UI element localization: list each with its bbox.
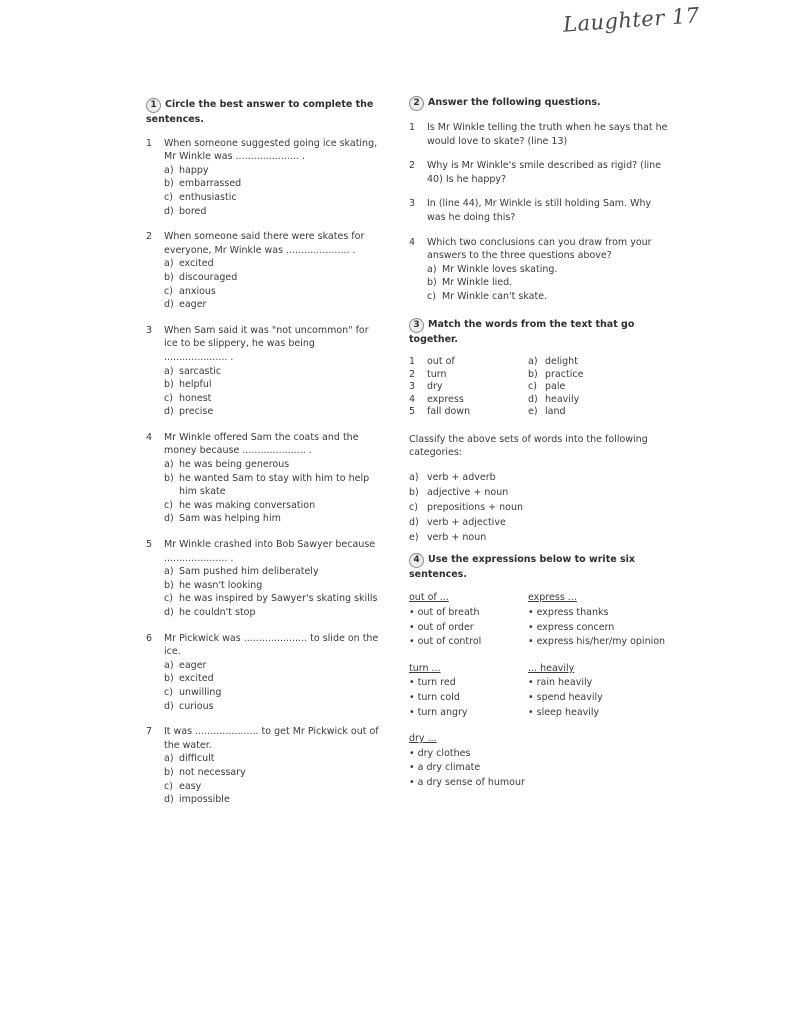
match-letter: e): [528, 406, 538, 418]
category-item: [409, 485, 669, 500]
match-number: 3: [409, 381, 416, 393]
answer-options: [164, 458, 381, 526]
match-row: [409, 381, 669, 394]
answer-option: [164, 700, 381, 714]
option-letter: c): [164, 499, 173, 511]
answer-option: [164, 565, 381, 579]
question-item: [409, 236, 669, 304]
question-row: [409, 236, 669, 263]
answer-option: [164, 659, 381, 673]
match-word: dry: [427, 381, 443, 393]
option-text: he couldn't stop: [179, 607, 256, 618]
question-text: Mr Winkle crashed into Bob Sawyer because ..................... .: [164, 539, 376, 564]
section-number-badge: 3: [409, 318, 424, 333]
category-letter: d): [409, 516, 419, 528]
answer-option: [427, 276, 669, 290]
match-letter: b): [528, 368, 538, 380]
option-letter: a): [427, 263, 437, 275]
match-row: [409, 369, 669, 382]
answer-options: [164, 659, 381, 713]
category-letter: e): [409, 531, 419, 543]
option-text: Sam pushed him deliberately: [179, 566, 319, 578]
expression-group: [528, 591, 678, 649]
expression-item: • express his/her/my opinion: [528, 635, 678, 650]
section-number-badge: 2: [409, 96, 424, 111]
answer-option: [164, 205, 381, 219]
option-text: impossible: [179, 794, 230, 806]
question-text: When Sam said it was "not uncommon" for ice to be slippery, he was being ..................... .: [164, 324, 369, 363]
option-letter: c): [164, 191, 173, 203]
question-text: When someone suggested going ice skating, Mr Winkle was ..................... .: [164, 137, 378, 163]
question-item: [146, 137, 381, 219]
option-letter: a): [164, 365, 174, 377]
category-text: verb + adverb: [427, 471, 496, 483]
answer-option: [164, 405, 381, 419]
option-text: Mr Winkle lied.: [442, 277, 513, 289]
match-word: express: [427, 393, 464, 405]
option-letter: c): [164, 686, 173, 698]
answer-option: [164, 752, 381, 766]
option-letter: a): [164, 659, 174, 671]
expression-group-heading: turn ...: [409, 662, 441, 674]
answer-options: [164, 752, 381, 806]
question-item: [146, 538, 381, 620]
section-3-title: [409, 318, 669, 347]
option-text: excited: [179, 673, 214, 685]
expression-group-heading: ... heavily: [528, 662, 575, 674]
option-text: precise: [179, 406, 214, 418]
answer-option: [164, 472, 381, 499]
answer-option: [427, 290, 669, 304]
category-text: adjective + noun: [427, 486, 509, 498]
expression-item: • rain heavily: [528, 676, 678, 691]
expression-groups: [409, 591, 669, 790]
question-row: [146, 230, 381, 257]
answer-options: [164, 365, 381, 419]
expression-item: • sleep heavily: [528, 706, 678, 721]
question-row: [146, 632, 381, 659]
option-letter: a): [164, 164, 174, 176]
answer-option: [164, 285, 381, 299]
option-letter: a): [164, 459, 174, 471]
expression-item: • turn cold: [409, 691, 528, 706]
answer-option: [164, 579, 381, 593]
option-letter: b): [427, 277, 437, 289]
answer-options: [164, 257, 381, 311]
expression-item: • express concern: [528, 621, 678, 636]
section-2-title: [409, 96, 669, 111]
section-number-badge: 4: [409, 553, 424, 568]
category-text: verb + noun: [427, 531, 487, 543]
question-item: [146, 324, 381, 419]
option-text: honest: [179, 392, 212, 404]
option-text: discouraged: [179, 271, 238, 283]
match-letter: c): [528, 381, 537, 393]
question-row: [146, 431, 381, 458]
category-text: prepositions + noun: [427, 501, 524, 513]
category-item: [409, 515, 669, 530]
option-letter: a): [164, 258, 174, 270]
expression-group: [409, 591, 528, 649]
question-text: Which two conclusions can you draw from your answers to the three questions above?: [427, 236, 652, 262]
expression-item: • turn angry: [409, 706, 528, 721]
match-partner: practice: [545, 368, 584, 380]
answer-option: [164, 793, 381, 807]
option-letter: c): [164, 285, 173, 297]
expression-group-heading: dry ...: [409, 733, 437, 745]
question-row: [146, 538, 381, 565]
question-number: 4: [409, 236, 416, 248]
section-1-title: [146, 98, 381, 127]
option-letter: a): [164, 753, 174, 765]
option-letter: d): [164, 607, 174, 618]
answer-option: [164, 672, 381, 686]
option-letter: c): [427, 290, 436, 302]
question-item: [146, 632, 381, 714]
option-letter: d): [164, 700, 174, 712]
match-number: 1: [409, 356, 416, 368]
match-row: [409, 406, 669, 419]
section-title-text: Use the expressions below to write six sentences.: [409, 553, 636, 580]
question-number: 2: [409, 160, 416, 172]
expression-group-heading: out of ...: [409, 592, 449, 604]
match-row: [409, 394, 669, 407]
question-number: 1: [146, 137, 153, 149]
answer-option: [164, 592, 381, 606]
question-row: [409, 121, 669, 148]
option-text: curious: [179, 700, 214, 712]
question-row: [146, 725, 381, 752]
match-word: turn: [427, 368, 447, 380]
question-row: [146, 137, 381, 164]
option-text: bored: [179, 205, 207, 217]
category-list: [409, 470, 669, 545]
section-title-text: Answer the following questions.: [428, 97, 601, 108]
answer-option: [164, 499, 381, 513]
question-row: [146, 324, 381, 365]
expression-item: • out of control: [409, 635, 528, 650]
question-item: [409, 121, 669, 148]
option-text: he was making conversation: [179, 499, 316, 511]
section-2-questions: [409, 121, 669, 304]
option-text: sarcastic: [179, 365, 222, 377]
expression-item: • turn red: [409, 676, 528, 691]
expression-item: • out of breath: [409, 606, 528, 621]
match-letter: d): [528, 393, 538, 405]
question-row: [409, 159, 669, 186]
section-number-badge: 1: [146, 98, 161, 113]
expression-item: • a dry sense of humour: [409, 776, 528, 791]
option-text: unwilling: [179, 686, 222, 698]
option-letter: c): [164, 392, 173, 404]
expression-group: [409, 732, 528, 790]
option-text: eager: [179, 299, 207, 311]
category-item: [409, 470, 669, 485]
option-letter: b): [164, 673, 174, 685]
option-text: excited: [179, 258, 214, 270]
expression-group: [409, 662, 528, 720]
question-number: 3: [146, 324, 153, 336]
match-partner: land: [545, 406, 566, 418]
category-item: [409, 530, 669, 545]
question-item: [146, 431, 381, 526]
question-number: 1: [409, 122, 416, 133]
answer-option: [164, 164, 381, 178]
option-text: he was being generous: [179, 459, 290, 471]
answer-options: [427, 263, 669, 304]
question-text: Why is Mr Winkle's smile described as rigid? (line 40) Is he happy?: [427, 160, 662, 185]
question-text: Is Mr Winkle telling the truth when he says that he would love to skate? (line 13): [427, 122, 668, 147]
option-text: he was inspired by Sawyer's skating skills: [179, 593, 378, 605]
option-text: Mr Winkle can't skate.: [442, 290, 548, 302]
answer-option: [164, 257, 381, 271]
matching-table: [409, 356, 669, 419]
question-text: In (line 44), Mr Winkle is still holding Sam. Why was he doing this?: [427, 198, 652, 223]
section-1-questions: [146, 137, 381, 807]
question-number: 5: [146, 539, 153, 551]
answer-option: [164, 365, 381, 379]
option-text: helpful: [179, 379, 212, 391]
expression-group: [528, 662, 678, 720]
section-4-title: [409, 553, 669, 582]
question-text: Mr Pickwick was ..................... to slide on the ice.: [164, 632, 379, 658]
question-item: [146, 230, 381, 312]
left-column: [146, 98, 381, 819]
answer-options: [164, 164, 381, 218]
expression-group-heading: express ...: [528, 592, 577, 604]
option-letter: c): [164, 780, 173, 792]
option-letter: d): [164, 794, 174, 806]
option-text: Sam was helping him: [179, 513, 281, 525]
answer-option: [164, 392, 381, 406]
expression-item: • a dry climate: [409, 761, 528, 776]
question-item: [409, 159, 669, 186]
option-letter: d): [164, 513, 174, 525]
option-text: embarrassed: [179, 178, 242, 190]
match-number: 4: [409, 393, 416, 405]
expression-item: • dry clothes: [409, 747, 528, 762]
section-title-text: Match the words from the text that go together.: [409, 318, 635, 345]
option-text: happy: [179, 164, 209, 176]
question-row: [409, 197, 669, 224]
option-letter: b): [164, 271, 174, 283]
option-letter: d): [164, 205, 174, 217]
category-letter: b): [409, 486, 419, 498]
answer-options: [164, 565, 381, 619]
expression-item: • spend heavily: [528, 691, 678, 706]
question-text: When someone said there were skates for everyone, Mr Winkle was ..................... .: [164, 231, 365, 256]
answer-option: [164, 766, 381, 780]
match-number: 5: [409, 406, 416, 418]
question-item: [146, 725, 381, 807]
category-letter: a): [409, 471, 419, 483]
page-header-handwritten: Laughter 17: [562, 3, 701, 37]
question-number: 6: [146, 632, 153, 644]
option-text: he wanted Sam to stay with him to help him skate: [179, 472, 370, 498]
answer-option: [164, 177, 381, 191]
option-text: Mr Winkle loves skating.: [442, 263, 558, 275]
match-partner: delight: [545, 356, 578, 368]
match-row: [409, 356, 669, 369]
question-number: 3: [409, 198, 416, 210]
answer-option: [164, 191, 381, 205]
option-letter: d): [164, 406, 174, 418]
option-letter: c): [164, 593, 173, 605]
category-letter: c): [409, 501, 418, 513]
category-text: verb + adjective: [427, 516, 506, 528]
match-word: out of: [427, 356, 455, 368]
option-text: anxious: [179, 285, 216, 297]
option-text: difficult: [179, 753, 215, 765]
option-letter: b): [164, 379, 174, 391]
match-partner: heavily: [545, 393, 580, 405]
answer-option: [164, 686, 381, 700]
answer-option: [164, 271, 381, 285]
answer-option: [164, 378, 381, 392]
option-letter: b): [164, 472, 174, 484]
option-letter: d): [164, 299, 174, 311]
option-text: enthusiastic: [179, 191, 237, 203]
answer-option: [164, 458, 381, 472]
category-item: [409, 500, 669, 515]
question-item: [409, 197, 669, 224]
answer-option: [164, 780, 381, 794]
option-text: easy: [179, 780, 202, 792]
answer-option: [164, 298, 381, 312]
question-number: 7: [146, 726, 153, 738]
answer-option: [164, 606, 381, 620]
option-letter: b): [164, 178, 174, 190]
answer-option: [427, 263, 669, 277]
right-column: [409, 96, 669, 791]
classify-instruction: Classify the above sets of words into the following categories:: [409, 433, 648, 459]
option-letter: b): [164, 766, 174, 778]
option-text: not necessary: [179, 766, 246, 778]
option-text: eager: [179, 659, 207, 671]
option-letter: b): [164, 579, 174, 591]
section-title-text: Circle the best answer to complete the sentences.: [146, 99, 374, 125]
match-number: 2: [409, 368, 416, 380]
option-text: he wasn't looking: [179, 579, 263, 591]
expression-item: • out of order: [409, 621, 528, 636]
match-word: fall down: [427, 406, 471, 418]
question-number: 4: [146, 431, 153, 443]
match-letter: a): [528, 356, 538, 368]
question-number: 2: [146, 231, 153, 243]
question-text: Mr Winkle offered Sam the coats and the money because ..................... .: [164, 431, 359, 457]
expression-item: • express thanks: [528, 606, 678, 621]
option-letter: a): [164, 566, 174, 578]
answer-option: [164, 512, 381, 526]
match-partner: pale: [545, 381, 566, 393]
question-text: It was ..................... to get Mr Pickwick out of the water.: [164, 726, 379, 751]
